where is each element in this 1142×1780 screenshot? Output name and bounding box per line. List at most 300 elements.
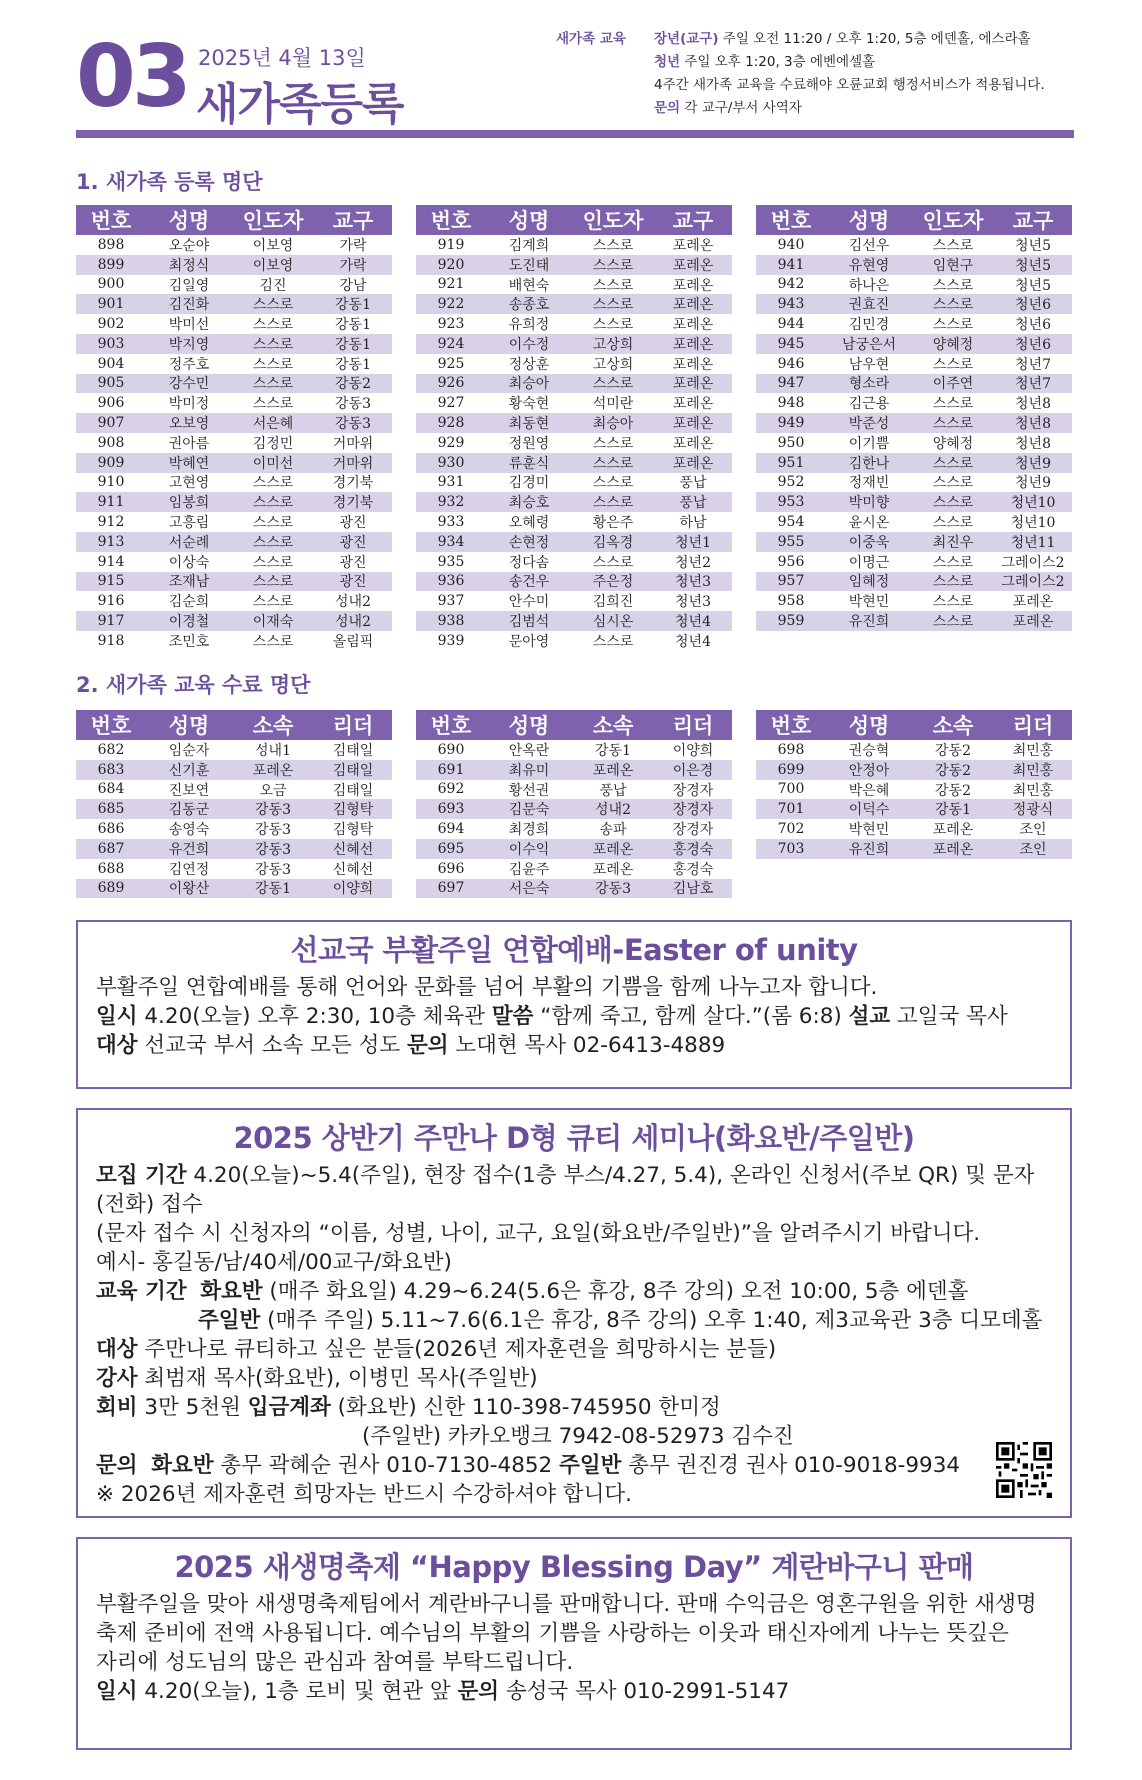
table-row xyxy=(76,631,392,651)
table-cell: 이명근 xyxy=(848,554,890,571)
table-row xyxy=(416,839,732,859)
table-cell: 952 xyxy=(777,474,805,491)
table-cell: 오금 xyxy=(259,782,287,799)
table-cell: 스스로 xyxy=(932,495,974,512)
table-cell: 스스로 xyxy=(252,317,294,334)
table-cell: 스스로 xyxy=(592,376,634,393)
table-cell: 693 xyxy=(437,801,465,818)
table-cell: 김문숙 xyxy=(508,802,550,819)
table-cell: 김진 xyxy=(259,277,287,294)
table-cell: 이보영 xyxy=(252,237,294,254)
table-cell: 홍경숙 xyxy=(672,861,714,878)
table-row xyxy=(416,512,732,532)
section2-table-3 xyxy=(756,710,1072,859)
table-row xyxy=(76,512,392,532)
table-cell: 938 xyxy=(437,613,465,630)
column-header: 번호 xyxy=(770,209,812,233)
table-cell: 손현정 xyxy=(508,534,550,551)
page-number: 03 xyxy=(76,27,188,127)
table-cell: 이수익 xyxy=(508,841,550,858)
table-cell: 스스로 xyxy=(592,435,634,452)
table-cell: 포레온 xyxy=(592,762,634,779)
table-cell: 양혜정 xyxy=(932,336,974,353)
table-cell: 포레온 xyxy=(672,396,714,413)
inquiry-text: 노대현 목사 02-6413-4889 xyxy=(448,1033,726,1058)
table-cell: 이경철 xyxy=(168,614,210,631)
table-row xyxy=(416,591,732,611)
table-row xyxy=(76,780,392,800)
table-cell: 류훈식 xyxy=(508,455,550,472)
table-cell: 김한나 xyxy=(848,455,890,472)
table-row xyxy=(756,433,1072,453)
table-row xyxy=(416,453,732,473)
table-cell: 696 xyxy=(437,860,465,877)
table-row xyxy=(416,879,732,899)
table-cell: 901 xyxy=(97,296,125,313)
table-cell: 947 xyxy=(777,375,805,392)
table-row xyxy=(76,819,392,839)
table-cell: 933 xyxy=(437,514,465,531)
table-cell: 청년10 xyxy=(1010,515,1056,532)
table-header xyxy=(76,710,392,740)
table-cell: 최동현 xyxy=(508,416,550,433)
table-cell: 황은주 xyxy=(592,515,634,532)
table-cell: 910 xyxy=(97,474,125,491)
table-cell: 조인 xyxy=(1019,822,1047,839)
table-cell: 고상희 xyxy=(592,356,634,373)
section1-table-3 xyxy=(756,205,1072,631)
page-header xyxy=(76,28,1074,138)
table-cell: 908 xyxy=(97,434,125,451)
table-row xyxy=(756,492,1072,512)
table-cell: 정원영 xyxy=(508,435,550,452)
table-cell: 강동1 xyxy=(595,742,631,759)
youth-schedule: 주일 오후 1:20, 3층 에벤에셀홀 xyxy=(680,54,876,70)
table-cell: 이은경 xyxy=(672,762,714,779)
table-cell: 성내2 xyxy=(335,614,371,631)
column-header: 성명 xyxy=(848,209,890,233)
table-cell: 포레온 xyxy=(592,841,634,858)
table-cell: 경기북 xyxy=(332,495,374,512)
table-cell: 951 xyxy=(777,454,805,471)
table-header xyxy=(76,205,392,235)
table-cell: 스스로 xyxy=(592,297,634,314)
table-cell: 정상훈 xyxy=(508,356,550,373)
table-cell: 청년4 xyxy=(675,633,711,650)
table-cell: 929 xyxy=(437,434,465,451)
table-cell: 692 xyxy=(437,781,465,798)
table-cell: 스스로 xyxy=(592,257,634,274)
qt-seminar-title: 2025 상반기 주만나 D형 큐티 세미나(화요반/주일반) xyxy=(233,1121,915,1155)
fee-text: 3만 5천원 xyxy=(137,1395,248,1420)
table-row xyxy=(416,473,732,493)
table-cell: 청년5 xyxy=(1015,277,1051,294)
word-label: 말씀 xyxy=(491,1004,534,1029)
table-row xyxy=(76,611,392,631)
table-cell: 스스로 xyxy=(932,356,974,373)
table-cell: 윤시온 xyxy=(848,515,890,532)
table-cell: 박미선 xyxy=(168,317,210,334)
table-cell: 스스로 xyxy=(252,594,294,611)
table-cell: 김남호 xyxy=(672,881,714,898)
inquiry-label: 문의 xyxy=(96,1453,138,1478)
table-row xyxy=(756,314,1072,334)
table-cell: 스스로 xyxy=(932,455,974,472)
table-cell: 김일영 xyxy=(168,277,210,294)
table-cell: 김옥경 xyxy=(592,534,634,551)
table-cell: 경기북 xyxy=(332,475,374,492)
sermon-label: 설교 xyxy=(848,1004,891,1029)
table-cell: 도진태 xyxy=(508,257,550,274)
table-cell: 스스로 xyxy=(932,237,974,254)
table-cell: 956 xyxy=(777,553,805,570)
table-cell: 이보영 xyxy=(252,257,294,274)
table-cell: 953 xyxy=(777,494,805,511)
table-cell: 946 xyxy=(777,355,805,372)
table-cell: 스스로 xyxy=(252,495,294,512)
example-text: 예시- 홍길동/남/40세/00교구/화요반) xyxy=(96,1250,452,1275)
table-cell: 스스로 xyxy=(932,515,974,532)
table-cell: 강동2 xyxy=(935,742,971,759)
column-header: 소속 xyxy=(932,714,974,738)
table-cell: 박지영 xyxy=(168,336,210,353)
table-row xyxy=(756,255,1072,275)
table-cell: 형소라 xyxy=(848,376,890,393)
table-cell: 934 xyxy=(437,533,465,550)
table-cell: 907 xyxy=(97,415,125,432)
table-cell: 스스로 xyxy=(932,396,974,413)
table-row xyxy=(416,413,732,433)
table-row xyxy=(756,393,1072,413)
note-text: ※ 2026년 제자훈련 희망자는 반드시 수강하셔야 합니다. xyxy=(96,1482,632,1507)
table-cell: 898 xyxy=(97,236,125,253)
table-row xyxy=(76,255,392,275)
table-cell: 스스로 xyxy=(252,297,294,314)
table-cell: 권승혁 xyxy=(848,742,890,759)
table-cell: 하남 xyxy=(679,515,707,532)
header-divider xyxy=(76,130,1074,138)
table-cell: 유현영 xyxy=(848,257,890,274)
table-cell: 이양희 xyxy=(332,881,374,898)
table-cell: 성내2 xyxy=(335,594,371,611)
table-row xyxy=(76,294,392,314)
table-cell: 김계희 xyxy=(508,237,550,254)
table-row xyxy=(756,552,1072,572)
table-cell: 광진 xyxy=(339,574,367,591)
table-cell: 포레온 xyxy=(1012,594,1054,611)
table-cell: 강동1 xyxy=(335,356,371,373)
table-cell: 스스로 xyxy=(592,277,634,294)
fee-label: 회비 xyxy=(96,1395,138,1420)
table-row xyxy=(76,879,392,899)
column-header: 교구 xyxy=(1012,209,1054,233)
egg-basket-line1: 부활주일을 맞아 새생명축제팀에서 계란바구니를 판매합니다. 판매 수익금은 영혼구원을 위한 새생명 xyxy=(96,1592,1037,1617)
table-cell: 913 xyxy=(97,533,125,550)
table-cell: 포레온 xyxy=(672,297,714,314)
column-header: 번호 xyxy=(770,714,812,738)
column-header: 소속 xyxy=(592,714,634,738)
table-cell: 스스로 xyxy=(592,455,634,472)
table-cell: 문아영 xyxy=(508,633,550,650)
table-cell: 가락 xyxy=(339,237,367,254)
table-cell: 이재숙 xyxy=(252,614,294,631)
date-label: 일시 xyxy=(96,1679,138,1704)
table-cell: 김연정 xyxy=(168,861,210,878)
table-cell: 고상희 xyxy=(592,336,634,353)
qr-code[interactable] xyxy=(996,1442,1052,1498)
table-cell: 박현민 xyxy=(848,822,890,839)
table-cell: 이수정 xyxy=(508,336,550,353)
table-cell: 899 xyxy=(97,256,125,273)
table-row xyxy=(756,354,1072,374)
table-cell: 안정아 xyxy=(848,762,890,779)
table-row xyxy=(756,591,1072,611)
table-row xyxy=(416,294,732,314)
table-row xyxy=(416,374,732,394)
table-row xyxy=(416,393,732,413)
table-cell: 조재남 xyxy=(168,574,210,591)
table-cell: 정주호 xyxy=(168,356,210,373)
table-cell: 919 xyxy=(437,236,465,253)
table-cell: 699 xyxy=(777,761,805,778)
sermon-text: 고일국 목사 xyxy=(890,1004,1008,1029)
table-cell: 912 xyxy=(97,514,125,531)
table-cell: 청년5 xyxy=(1015,237,1051,254)
table-cell: 김태일 xyxy=(332,742,374,759)
table-cell: 최승아 xyxy=(592,416,634,433)
table-cell: 안수미 xyxy=(508,594,550,611)
table-cell: 광진 xyxy=(339,534,367,551)
table-cell: 스스로 xyxy=(932,277,974,294)
table-cell: 성내2 xyxy=(595,802,631,819)
table-cell: 정재빈 xyxy=(848,475,890,492)
table-cell: 서순례 xyxy=(168,534,210,551)
table-cell: 청년9 xyxy=(1015,475,1051,492)
section2-title: 2. 새가족 교육 수료 명단 xyxy=(76,673,311,697)
table-cell: 942 xyxy=(777,276,805,293)
table-row xyxy=(756,780,1072,800)
table-cell: 거마위 xyxy=(332,435,374,452)
account-label: 입금계좌 xyxy=(247,1395,331,1420)
table-cell: 장경자 xyxy=(672,782,714,799)
table-cell: 서은숙 xyxy=(508,881,550,898)
table-row xyxy=(416,354,732,374)
easter-worship-intro: 부활주일 연합예배를 통해 언어와 문화를 넘어 부활의 기쁨을 함께 나누고자 합니다. xyxy=(96,975,878,1000)
word-text: “함께 죽고, 함께 살다.”(롬 6:8) xyxy=(533,1004,849,1029)
table-row xyxy=(756,374,1072,394)
table-cell: 강동3 xyxy=(255,802,291,819)
table-cell: 청년8 xyxy=(1015,416,1051,433)
table-cell: 이상숙 xyxy=(168,554,210,571)
table-cell: 928 xyxy=(437,415,465,432)
table-cell: 포레온 xyxy=(672,277,714,294)
table-row xyxy=(76,760,392,780)
table-row xyxy=(756,740,1072,760)
table-cell: 송파 xyxy=(599,822,627,839)
tue-class-text: (매주 화요일) 4.29~6.24(5.6은 휴강, 8주 강의) 오전 10:00, 5층 에덴홀 xyxy=(262,1279,969,1304)
table-cell: 강동1 xyxy=(335,317,371,334)
column-header: 번호 xyxy=(90,714,132,738)
table-cell: 684 xyxy=(97,781,125,798)
page-title: 새가족등록 xyxy=(196,79,404,130)
table-cell: 697 xyxy=(437,880,465,897)
inq-sun-text: 총무 권진경 권사 010-9018-9934 xyxy=(621,1453,961,1478)
table-cell: 포레온 xyxy=(672,237,714,254)
easter-worship-box xyxy=(76,920,1072,1089)
table-cell: 최승호 xyxy=(508,495,550,512)
table-cell: 957 xyxy=(777,573,805,590)
table-cell: 강동3 xyxy=(255,822,291,839)
table-cell: 922 xyxy=(437,296,465,313)
table-cell: 917 xyxy=(97,613,125,630)
table-row xyxy=(76,492,392,512)
table-cell: 정다솜 xyxy=(508,554,550,571)
inquiry-text: 각 교구/부서 사역자 xyxy=(680,100,802,116)
table-row xyxy=(416,760,732,780)
table-header xyxy=(416,710,732,740)
table-cell: 이왕산 xyxy=(168,881,210,898)
table-row xyxy=(756,572,1072,592)
inquiry-label: 문의 xyxy=(407,1033,449,1058)
egg-basket-line3: 자리에 성도님의 많은 관심과 참여를 부탁드립니다. xyxy=(96,1650,574,1675)
issue-date: 2025년 4월 13일 xyxy=(198,46,366,70)
table-row xyxy=(76,572,392,592)
table-cell: 스스로 xyxy=(592,554,634,571)
table-row xyxy=(756,760,1072,780)
recruit-label: 모집 기간 xyxy=(96,1163,187,1188)
table-cell: 조인 xyxy=(1019,841,1047,858)
account-text1: (화요반) 신한 110-398-745950 한미정 xyxy=(330,1395,721,1420)
table-cell: 903 xyxy=(97,335,125,352)
table-cell: 936 xyxy=(437,573,465,590)
table-row xyxy=(756,512,1072,532)
column-header: 성명 xyxy=(508,714,550,738)
table-cell: 702 xyxy=(777,821,805,838)
table-cell: 스스로 xyxy=(252,515,294,532)
table-cell: 694 xyxy=(437,821,465,838)
table-row xyxy=(76,532,392,552)
table-row xyxy=(756,819,1072,839)
table-row xyxy=(76,552,392,572)
table-row xyxy=(416,255,732,275)
table-cell: 권아름 xyxy=(168,435,210,452)
table-cell: 최승아 xyxy=(508,376,550,393)
table-cell: 923 xyxy=(437,316,465,333)
table-cell: 송건우 xyxy=(508,574,550,591)
table-cell: 930 xyxy=(437,454,465,471)
table-cell: 박미정 xyxy=(168,396,210,413)
inq-tue-label: 화요반 xyxy=(151,1453,214,1478)
table-cell: 강수민 xyxy=(168,376,210,393)
edu-period-label: 교육 기간 xyxy=(96,1279,187,1304)
table-cell: 958 xyxy=(777,593,805,610)
table-cell: 청년1 xyxy=(675,534,711,551)
table-cell: 박미향 xyxy=(848,495,890,512)
table-cell: 강동3 xyxy=(335,416,371,433)
recruit-text: 4.20(오늘)~5.4(주일), 현장 접수(1층 부스/4.27, 5.4), 온라인 신청서(주보 QR) 및 문자(전화) 접수 xyxy=(96,1163,1035,1217)
table-cell: 송종호 xyxy=(508,297,550,314)
table-cell: 스스로 xyxy=(252,336,294,353)
table-cell: 강동1 xyxy=(935,802,971,819)
table-header xyxy=(756,710,1072,740)
adult-label: 장년(교구) xyxy=(654,31,719,47)
table-cell: 김선우 xyxy=(848,237,890,254)
table-row xyxy=(756,799,1072,819)
table-cell: 올림픽 xyxy=(332,633,374,650)
table-cell: 959 xyxy=(777,613,805,630)
table-cell: 921 xyxy=(437,276,465,293)
table-cell: 고흥림 xyxy=(168,515,210,532)
table-cell: 청년5 xyxy=(1015,257,1051,274)
table-row xyxy=(76,235,392,255)
date-label: 일시 xyxy=(96,1004,138,1029)
inquiry-label: 문의 xyxy=(654,100,681,116)
table-cell: 청년4 xyxy=(675,614,711,631)
column-header: 리더 xyxy=(1012,714,1054,738)
table-row xyxy=(76,275,392,295)
table-row xyxy=(416,532,732,552)
table-cell: 남우현 xyxy=(848,356,890,373)
table-cell: 924 xyxy=(437,335,465,352)
table-cell: 이양희 xyxy=(672,742,714,759)
table-row xyxy=(76,334,392,354)
table-row xyxy=(756,453,1072,473)
table-cell: 902 xyxy=(97,316,125,333)
table-cell: 청년8 xyxy=(1015,396,1051,413)
table-cell: 심시온 xyxy=(592,614,634,631)
table-cell: 683 xyxy=(97,761,125,778)
table-cell: 김형탁 xyxy=(332,802,374,819)
table-cell: 강동3 xyxy=(595,881,631,898)
sun-class-label: 주일반 xyxy=(198,1308,261,1333)
table-cell: 최민홍 xyxy=(1012,762,1054,779)
table-row xyxy=(76,453,392,473)
table-cell: 김태일 xyxy=(332,762,374,779)
table-cell: 거마위 xyxy=(332,455,374,472)
inquiry-text: 송성국 목사 010-2991-5147 xyxy=(499,1679,790,1704)
table-row xyxy=(416,275,732,295)
table-row xyxy=(76,393,392,413)
section2-table-1 xyxy=(76,710,392,898)
table-cell: 900 xyxy=(97,276,125,293)
table-cell: 정광식 xyxy=(1012,802,1054,819)
table-cell: 스스로 xyxy=(252,633,294,650)
table-cell: 이중욱 xyxy=(848,534,890,551)
table-cell: 가락 xyxy=(339,257,367,274)
table-cell: 687 xyxy=(97,840,125,857)
column-header: 번호 xyxy=(430,714,472,738)
section1-table-1 xyxy=(76,205,392,651)
column-header: 교구 xyxy=(672,209,714,233)
table-cell: 스스로 xyxy=(932,594,974,611)
table-row xyxy=(416,314,732,334)
table-row xyxy=(416,740,732,760)
table-header xyxy=(756,205,1072,235)
table-cell: 임현구 xyxy=(932,257,974,274)
table-cell: 박현민 xyxy=(848,594,890,611)
table-cell: 강동3 xyxy=(335,396,371,413)
table-cell: 스스로 xyxy=(932,574,974,591)
table-row xyxy=(756,413,1072,433)
table-cell: 청년8 xyxy=(1015,435,1051,452)
table-cell: 스스로 xyxy=(592,495,634,512)
table-cell: 691 xyxy=(437,761,465,778)
table-cell: 유건희 xyxy=(168,841,210,858)
column-header: 소속 xyxy=(252,714,294,738)
table-row xyxy=(416,819,732,839)
table-row xyxy=(416,492,732,512)
table-cell: 689 xyxy=(97,880,125,897)
